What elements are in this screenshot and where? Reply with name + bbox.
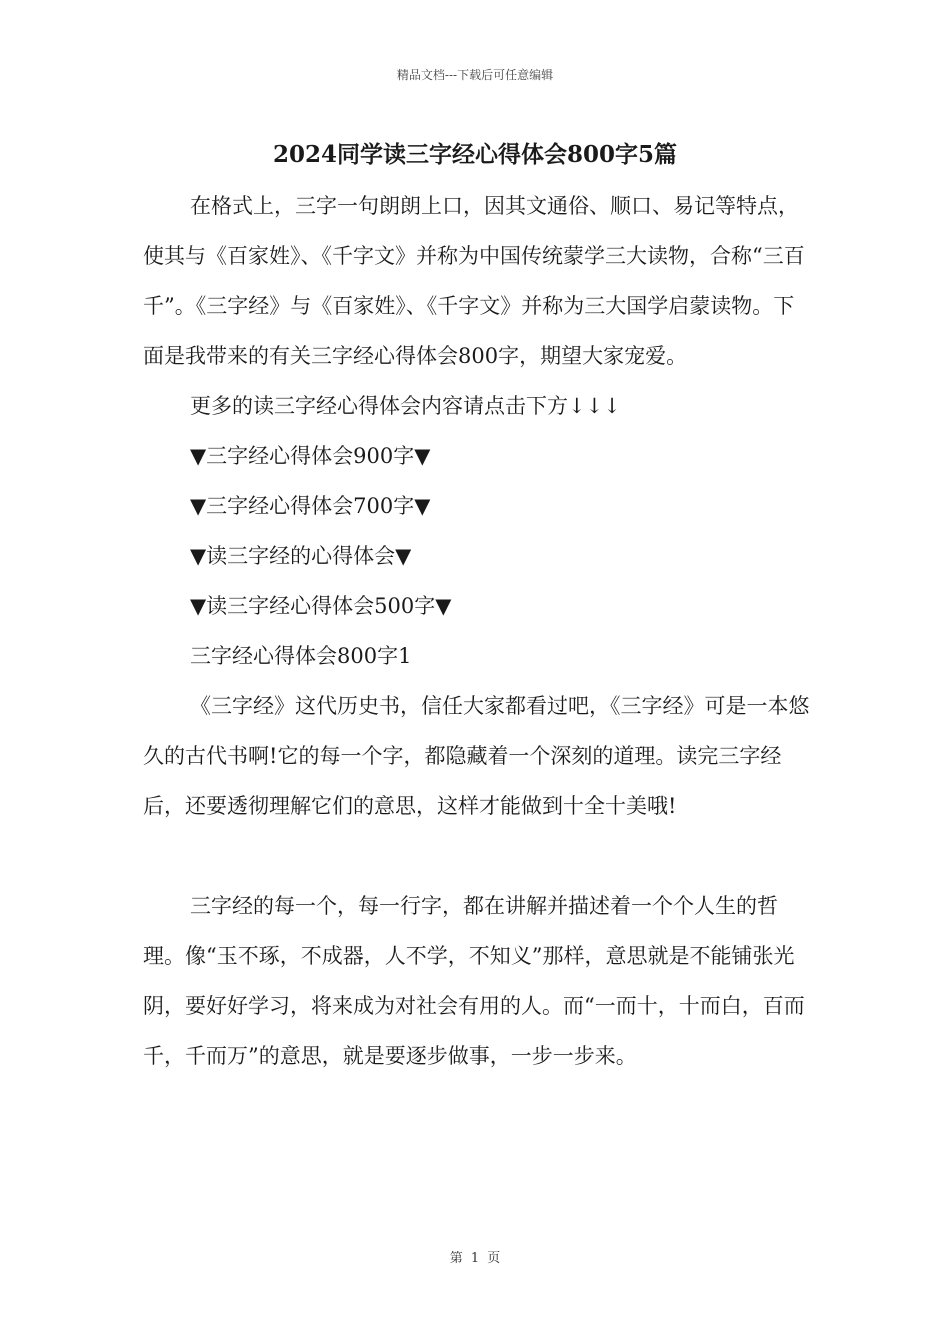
page-number: 第 1 页: [449, 1251, 501, 1266]
intro-paragraph: 在格式上，三字一句朗朗上口，因其文通俗、顺口、易记等特点，使其与《百家姓》、《千字文》并称为中国传统蒙学三大读物，合称“三百千”。《三字经》与《百家姓》、《千字文》并称为三大国学启蒙读物。下面是我带来的有关三字经心得体会800字，期望大家宠爱。: [143, 194, 805, 368]
more-prompt: 更多的读三字经心得体会内容请点击下方↓↓↓: [190, 394, 621, 418]
document-title: 2024同学读三字经心得体会800字5篇: [272, 141, 678, 168]
body-paragraph-2: 三字经的每一个，每一行字，都在讲解并描述着一个个人生的哲理。像“玉不琢，不成器，人不学，不知义”那样，意思就是不能铺张光阴，要好好学习，将来成为对社会有用的人。而“一而十，十而白，百而千，千而万”的意思，就是要逐步做事，一步一步来。: [143, 894, 805, 1068]
link-reading[interactable]: ▼读三字经的心得体会▼: [190, 544, 412, 568]
link-500[interactable]: ▼读三字经心得体会500字▼: [190, 594, 452, 618]
document-body: [143, 181, 815, 1081]
link-700[interactable]: ▼三字经心得体会700字▼: [190, 494, 431, 518]
link-900[interactable]: ▼三字经心得体会900字▼: [190, 444, 431, 468]
paragraph-gap: [143, 831, 815, 881]
body-paragraph-1: 《三字经》这代历史书，信任大家都看过吧，《三字经》可是一本悠久的古代书啊!它的每一个字，都隐藏着一个深刻的道理。读完三字经后，还要透彻理解它们的意思，这样才能做到十全十美哦!: [143, 694, 810, 818]
page-header: 精品文档---下载后可任意编辑: [396, 68, 554, 82]
section-heading: 三字经心得体会800字1: [190, 644, 412, 668]
